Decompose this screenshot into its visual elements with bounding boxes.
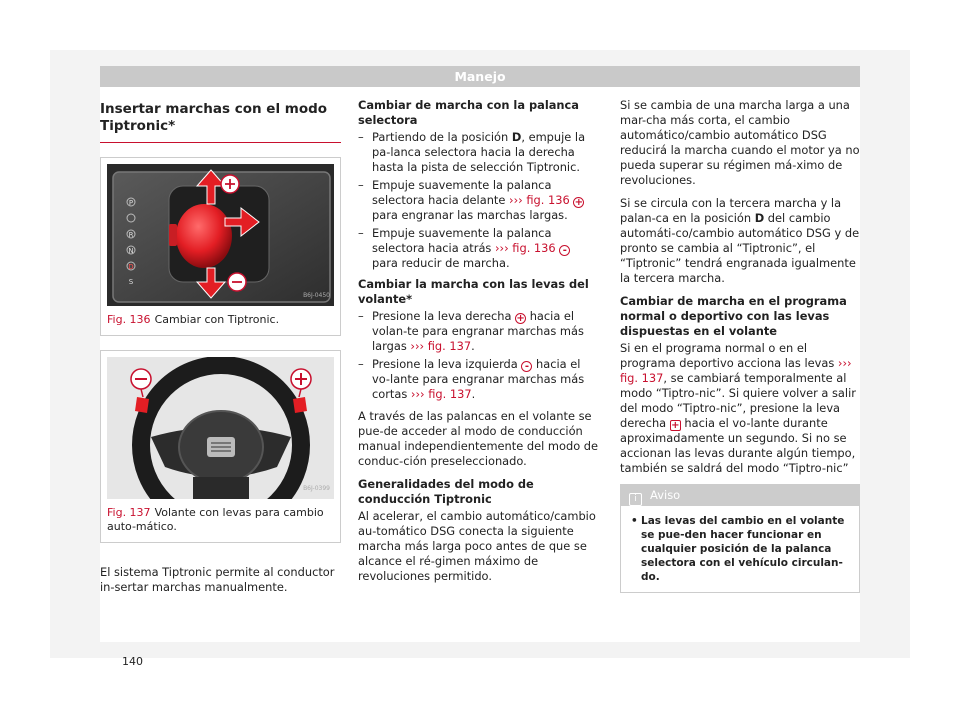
page-number: 140 [122, 655, 143, 668]
plus-icon: + [516, 313, 525, 324]
gear-selector-image [107, 164, 334, 306]
step-text: hacia el vo-lante para engranar marchas más cortas [372, 357, 585, 401]
page [50, 50, 910, 668]
step-5 [358, 357, 599, 402]
figure-number: Fig. 137 [107, 506, 151, 519]
intro-paragraph: El sistema Tiptronic permite al conductor in-sertar marchas manualmente. [100, 565, 335, 594]
step-text: . [471, 387, 476, 401]
gear-label-n: N [128, 247, 134, 255]
subheading-general: Generalidades del modo de conducción Tiptronic [358, 477, 534, 506]
gear-label-d: D [128, 263, 134, 271]
gear-d: D [511, 130, 522, 144]
paragraph: A través de las palancas en el volante se pue-de acceder al modo de conducción manual independientemente del modo de conduc-ción preseleccionado. [358, 409, 599, 468]
paragraph-text: del cambio automáti-co/cambio automático DSG y de pronto se cambia al “Tiptronic”, el “Tiptronic” tendrá engranada igualmente la tercera marcha. [620, 211, 860, 285]
figure-code: B6J-0399 [303, 485, 330, 492]
fig-link[interactable]: ››› fig. 137 [410, 339, 472, 353]
figure-code: B6J-0450 [303, 292, 330, 299]
steering-wheel-image [107, 357, 334, 499]
gear-label-p: P [128, 199, 134, 207]
step-4 [358, 309, 599, 354]
figure-137 [100, 350, 341, 543]
minus-icon: - [559, 245, 570, 256]
paragraph-text: hacia el vo-lante durante aproximadamente un segundo. Si no se accionan las levas durante algún tiempo, también se saldrá del modo “Tiptro-nic” [620, 416, 856, 475]
figure-caption [101, 306, 340, 335]
notice-box [620, 484, 860, 593]
gear-d: D [754, 211, 765, 225]
step-text: Presione la leva izquierda [372, 357, 522, 371]
notice-header [621, 485, 859, 506]
left-column [100, 87, 341, 603]
gear-selector-illustration [107, 164, 334, 306]
step-text: Empuje suavemente la palanca selectora hacia atrás [372, 226, 552, 255]
minus-icon: - [521, 361, 532, 372]
subheading-normal-sport: Cambiar de marcha en el programa normal o deportivo con las levas dispuestas en el volante [620, 294, 847, 338]
step-text: Partiendo de la posición [372, 130, 512, 144]
step-2 [358, 178, 599, 223]
figure-caption [101, 499, 340, 542]
info-icon: i [629, 493, 642, 506]
figure-136 [100, 157, 341, 336]
step-text: , empuje la pa-lanca selectora hacia la derecha hasta la pista de selección Tiptronic. [372, 130, 586, 174]
plus-icon: + [671, 420, 680, 431]
step-3 [358, 226, 599, 271]
paragraph [620, 341, 860, 476]
figure-caption-text: Cambiar con Tiptronic. [154, 313, 280, 326]
figure-number: Fig. 136 [107, 313, 151, 326]
steering-wheel-illustration [107, 357, 334, 499]
step-text: Presione la leva derecha [372, 309, 516, 323]
step-text: Empuje suavemente la palanca selectora hacia delante [372, 178, 552, 207]
subheading-paddles: Cambiar la marcha con las levas del volante* [358, 277, 589, 306]
fig-link[interactable]: ››› fig. 136 [509, 193, 570, 207]
paragraph-text: Si en el programa normal o en el programa deportivo acciona las levas [620, 341, 838, 370]
paragraph [620, 196, 860, 286]
fig-link[interactable]: ››› fig. 136 [495, 241, 556, 255]
paragraph-text: Si se circula con la tercera marcha y la palan-ca en la posición [620, 196, 842, 225]
plus-icon: + [574, 197, 584, 208]
step-text: . [471, 339, 475, 353]
step-1 [358, 130, 599, 175]
paragraph: Al acelerar, el cambio automático/cambio au-tomático DSG conecta la siguiente marcha más larga poco antes de que se alcance el ré-gimen máximo de revoluciones permitido. [358, 509, 596, 583]
section-title: Insertar marchas con el modo Tiptronic* [100, 87, 341, 143]
notice-title: Aviso [650, 488, 681, 502]
gear-label-s: S [128, 278, 134, 286]
figure-caption-text: Volante con levas para cambio auto-mático. [107, 506, 324, 533]
step-text: para engranar las marchas largas. [372, 208, 568, 222]
gear-label-r: R [128, 231, 134, 239]
paragraph: Si se cambia de una marcha larga a una mar-cha más corta, el cambio automático/cambio automático DSG reducirá la marcha cuando el motor ya no pueda superar su régimen má-ximo de revoluciones. [620, 98, 860, 187]
fig-link[interactable]: ››› fig. 137 [410, 387, 472, 401]
fig-link[interactable]: ››› fig. 137 [620, 356, 852, 385]
subheading-selector-lever: Cambiar de marcha con la palanca selectora [358, 98, 579, 127]
step-text: para reducir de marcha. [372, 256, 510, 270]
notice-body [621, 506, 859, 592]
step-text: hacia el volan-te para engranar marchas más largas [372, 309, 584, 353]
notice-bullet: • Las levas del cambio en el volante se pue-den hacer funcionar en cualquier posición de la palanca selectora con el vehículo circulan-do. [631, 514, 849, 584]
paragraph-text: , se cambiará temporalmente al modo “Tiptro-nic”. Si quiere volver a salir del modo “Tiptro-nic”, presione la leva derecha [620, 371, 856, 430]
content [100, 87, 860, 668]
middle-column [358, 98, 599, 592]
right-column [620, 98, 860, 593]
section-header: Manejo [100, 66, 860, 87]
